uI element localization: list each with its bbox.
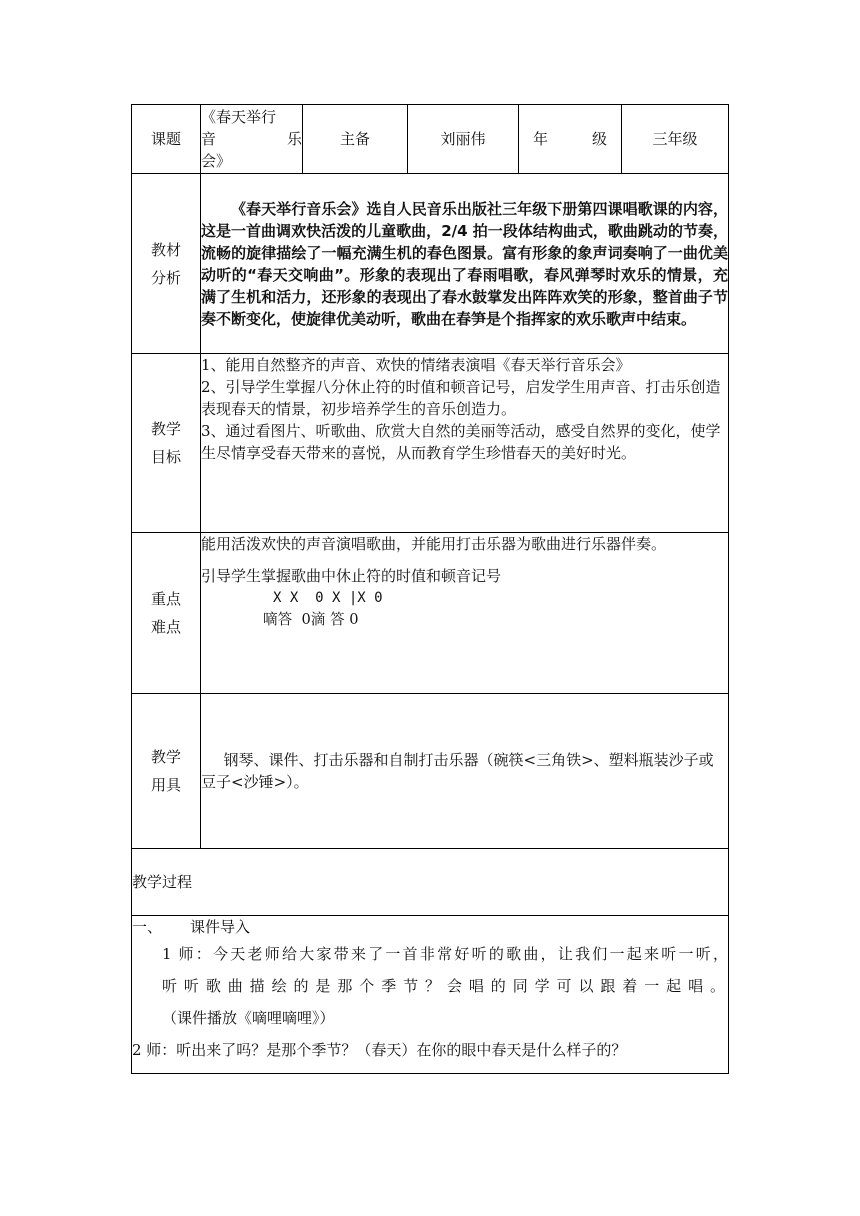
grade-value: 三年级: [622, 105, 729, 174]
goal-item-3: 3、通过看图片、听歌曲、欣赏大自然的美丽等活动，感受自然界的变化，使学生尽情享受春天带来的喜悦，从而教育学生珍惜春天的美好时光。: [201, 422, 721, 462]
topic-label: 课题: [132, 105, 201, 174]
rhythm-notation: X X 0 X |X 0: [273, 590, 383, 606]
process-title: 教学过程: [132, 849, 729, 916]
analysis-text: 《春天举行音乐会》选自人民音乐出版社三年级下册第四课唱歌课的内容，这是一首曲调欢快活泼的儿童歌曲，2/4 拍一段体结构曲式，歌曲跳动的节奏，流畅的旋律描绘了一幅充满生机的春色图景。富有形象的象声词奏响了一曲优美动听的“春天交响曲”。形象的表现出了春雨唱歌，春风弹琴时欢乐的情景，充满了生机和活力，还形象的表现出了春水鼓掌发出阵阵欢笑的形象，整首曲子节奏不断变化，使旋律优美动听，歌曲在春笋是个指挥家的欢乐歌声中结束。: [201, 174, 729, 354]
para-2: 2 师：听出来了吗？是那个季节？（春天）在你的眼中春天是什么样子的？: [132, 1041, 627, 1059]
goals-label: 教学 目标: [132, 354, 201, 533]
keypoint-1: 能用活泼欢快的声音演唱歌曲，并能用打击乐器为歌曲进行乐器伴奏。: [201, 535, 667, 553]
section-heading: 一、 课件导入: [132, 918, 251, 936]
goals-row: [132, 354, 729, 533]
process-section-row: [132, 916, 729, 1074]
lesson-plan-table: [131, 104, 729, 1074]
topic-value: [201, 105, 303, 174]
rhythm-syllables: 嘀答 0滴 答 0: [263, 611, 359, 628]
tools-row: [132, 694, 729, 849]
para-1-line-2: 听听歌曲描绘的是那个季节？会唱的同学可以跟着一起唱。: [162, 977, 728, 995]
analysis-label: 教材 分析: [132, 174, 201, 354]
topic-line-1: 《春天举行: [201, 108, 277, 126]
process-section: [132, 916, 729, 1074]
keypoints-text: [201, 533, 729, 694]
tools-label: 教学 用具: [132, 694, 201, 849]
topic-line-2: 音 乐: [201, 130, 302, 148]
keypoint-2: 引导学生掌握歌曲中休止符的时值和顿音记号: [201, 567, 502, 585]
analysis-row: [132, 174, 729, 354]
goals-text: [201, 354, 729, 533]
para-1-line-3: （课件播放《嘀哩嘀哩》）: [162, 1009, 335, 1027]
goal-item-1: 1、能用自然整齐的声音、欢快的情绪表演唱《春天举行音乐会》: [201, 356, 631, 374]
tools-text: 钢琴、课件、打击乐器和自制打击乐器（碗筷<三角铁>、塑料瓶装沙子或豆子<沙锤>）。: [201, 694, 729, 849]
keypoints-row: [132, 533, 729, 694]
topic-line-3: 会》: [201, 152, 232, 170]
grade-label: 年 级: [519, 105, 622, 174]
lead-label: 主备: [303, 105, 408, 174]
goal-item-2: 2、引导学生掌握八分休止符的时值和顿音记号，启发学生用声音、打击乐创造表现春天的情景，初步培养学生的音乐创造力。: [201, 378, 721, 418]
process-title-row: [132, 849, 729, 916]
para-1-line-1: 1 师：今天老师给大家带来了一首非常好听的歌曲，让我们一起来听一听，: [162, 945, 728, 963]
header-row: [132, 105, 729, 174]
lead-name: 刘丽伟: [408, 105, 519, 174]
keypoints-label: 重点 难点: [132, 533, 201, 694]
